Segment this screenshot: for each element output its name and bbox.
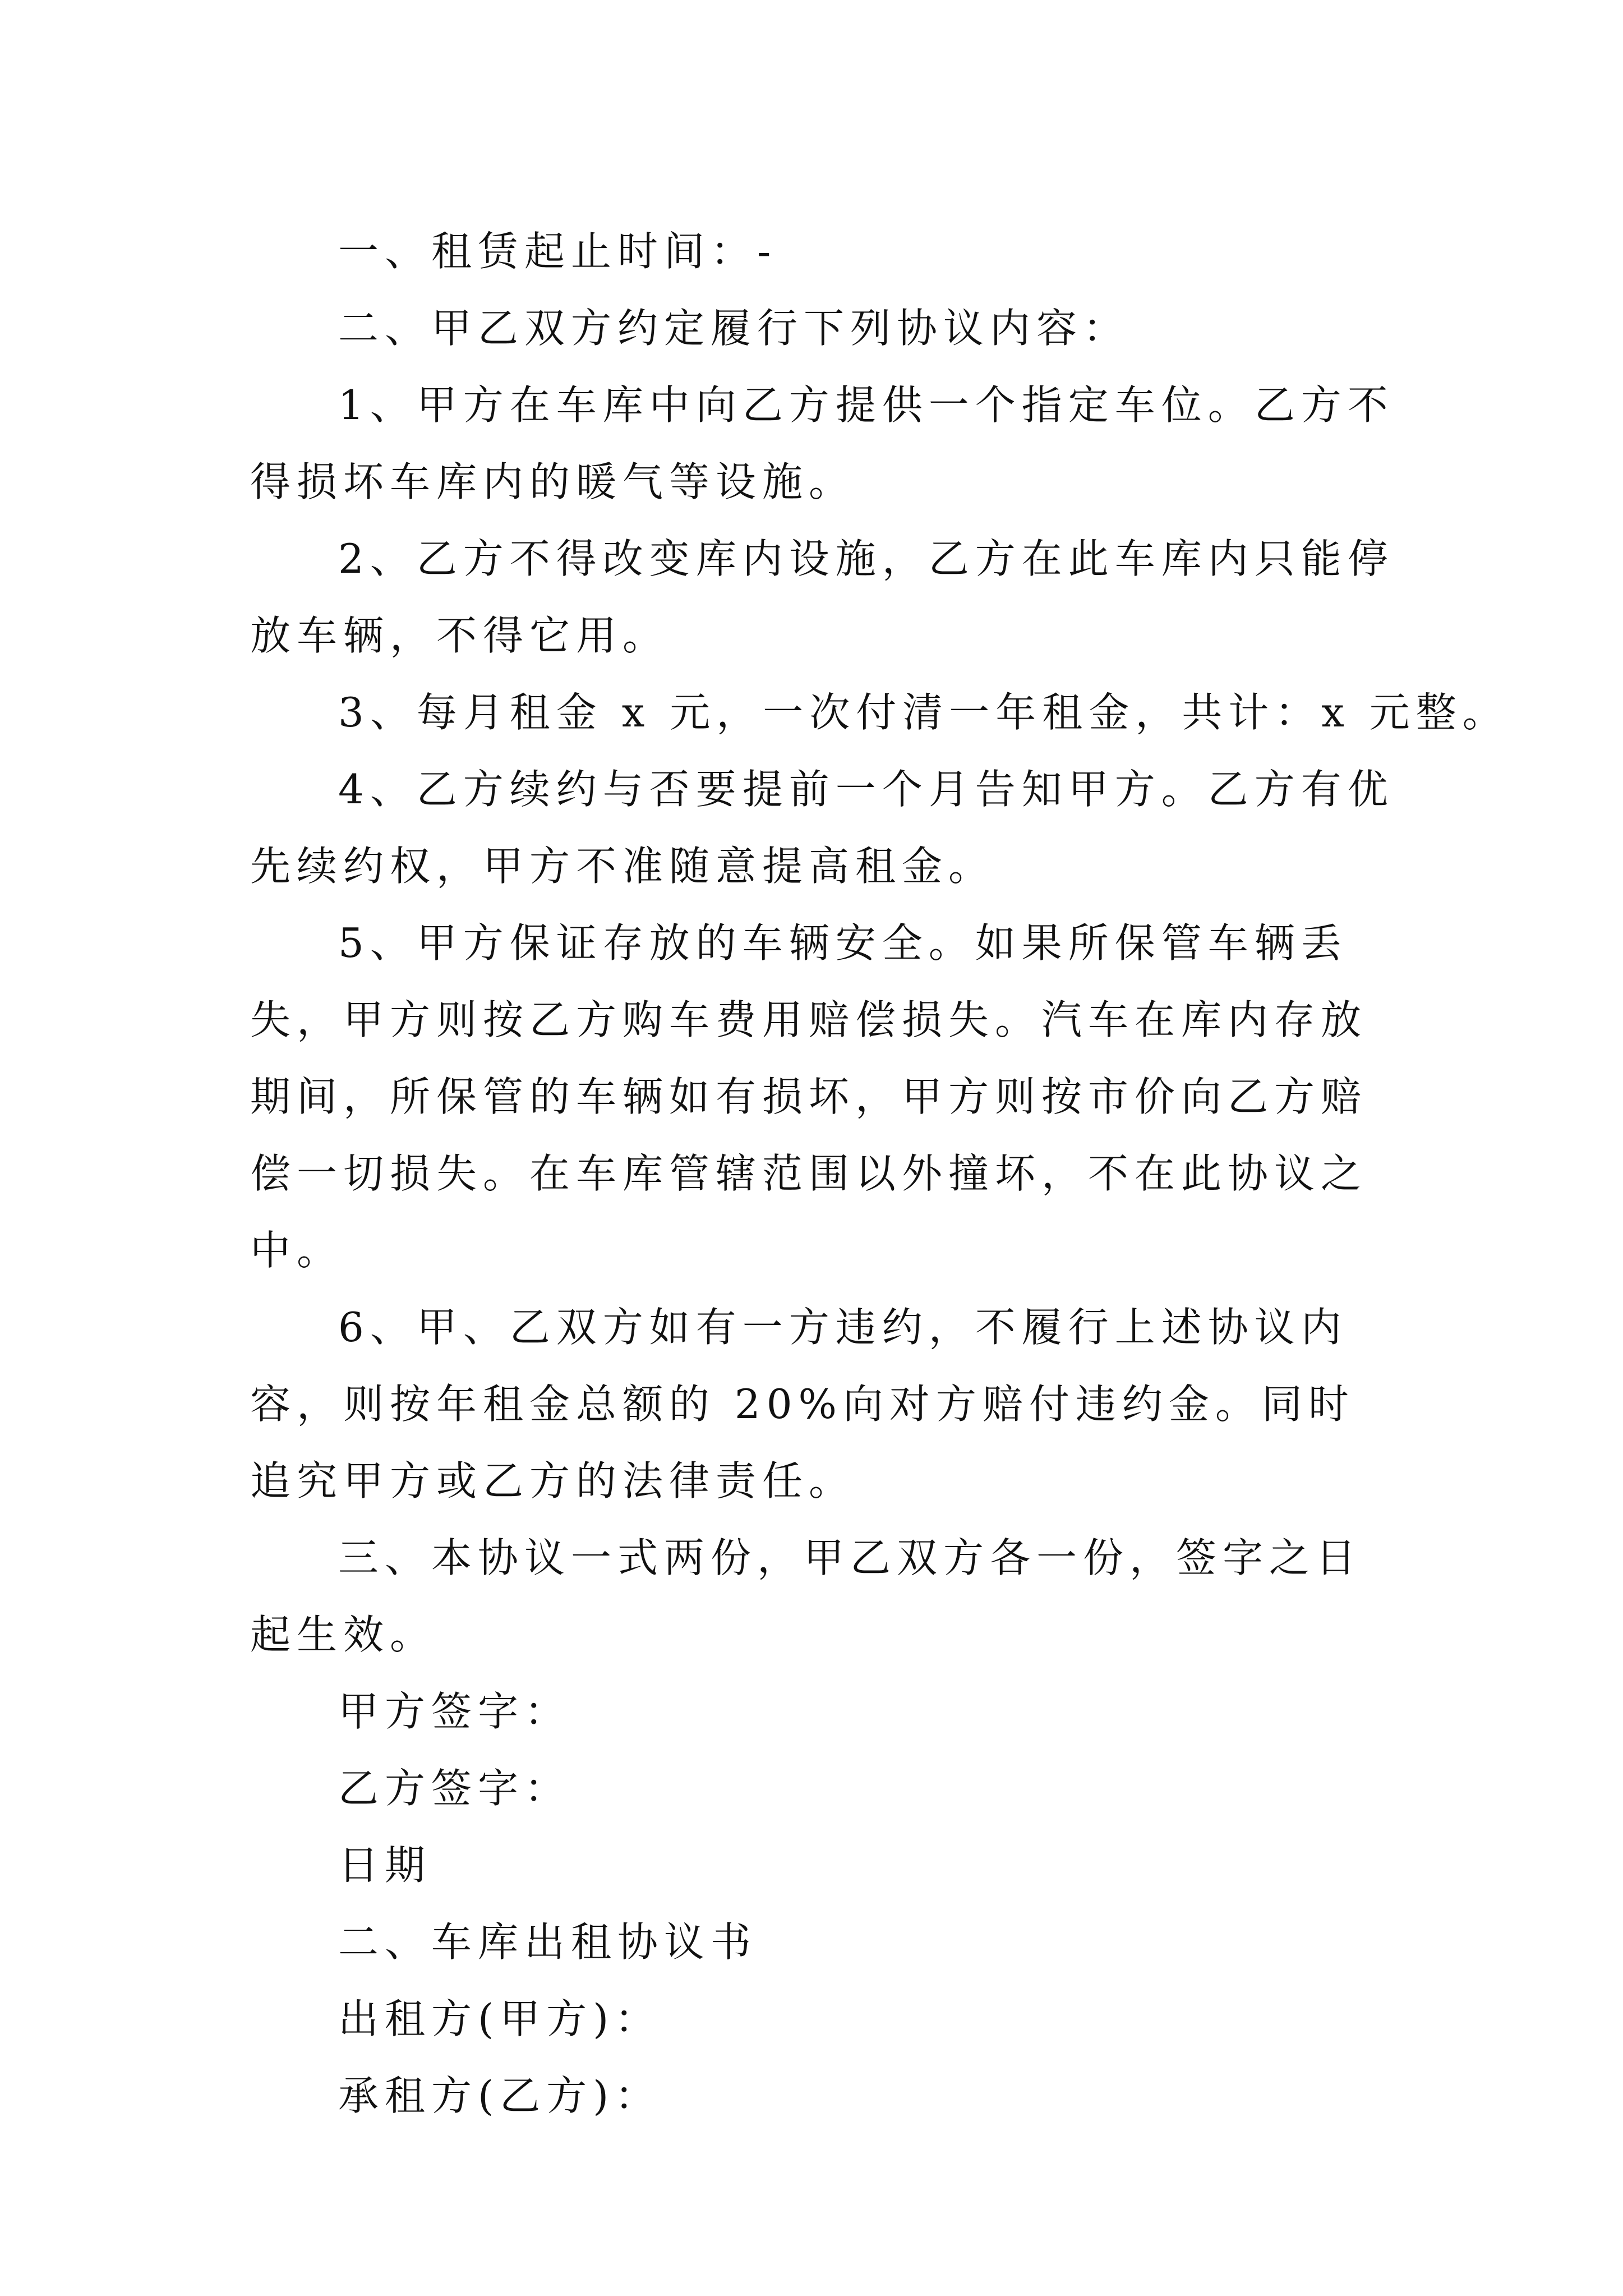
clause-1: 1、甲方在车库中向乙方提供一个指定车位。乙方不得损坏车库内的暖气等设施。 [250, 381, 1394, 505]
lessor-label: 出租方(甲方)： [338, 1995, 662, 2042]
party-a-signature-label: 甲方签字： [338, 1688, 571, 1735]
clause-5: 5、甲方保证存放的车辆安全。如果所保管车辆丢失，甲方则按乙方购车费用赔偿损失。汽车在库内存放期间，所保管的车辆如有损坏，甲方则按市价向乙方赔偿一切损失。在车库管辖范围以外撞坏，不在此协议之中。 [250, 919, 1368, 1274]
lessee-label: 承租方(乙方)： [338, 2072, 662, 2119]
agreement-document [250, 213, 1509, 2134]
clause-3: 3、每月租金 x 元，一次付清一年租金，共计：x 元整。 [338, 689, 1509, 736]
copies-clause: 三、本协议一式两份，甲乙双方各一份，签字之日起生效。 [250, 1534, 1363, 1658]
party-b-signature-label: 乙方签字： [338, 1765, 571, 1812]
clause-2: 2、乙方不得改变库内设施，乙方在此车库内只能停放车辆，不得它用。 [250, 535, 1394, 659]
clause-4: 4、乙方续约与否要提前一个月告知甲方。乙方有优先续约权，甲方不准随意提高租金。 [250, 766, 1394, 890]
date-label: 日期 [338, 1842, 432, 1889]
clause-6: 6、甲、乙双方如有一方违约，不履行上述协议内容，则按年租金总额的 20%向对方赔付违约金。同时追究甲方或乙方的法律责任。 [250, 1304, 1355, 1504]
lease-period-clause: 一、租赁起止时间：- [338, 228, 777, 275]
agreement-terms-heading: 二、甲乙双方约定履行下列协议内容： [338, 305, 1130, 352]
section-title-garage-lease: 二、车库出租协议书 [338, 1918, 758, 1966]
